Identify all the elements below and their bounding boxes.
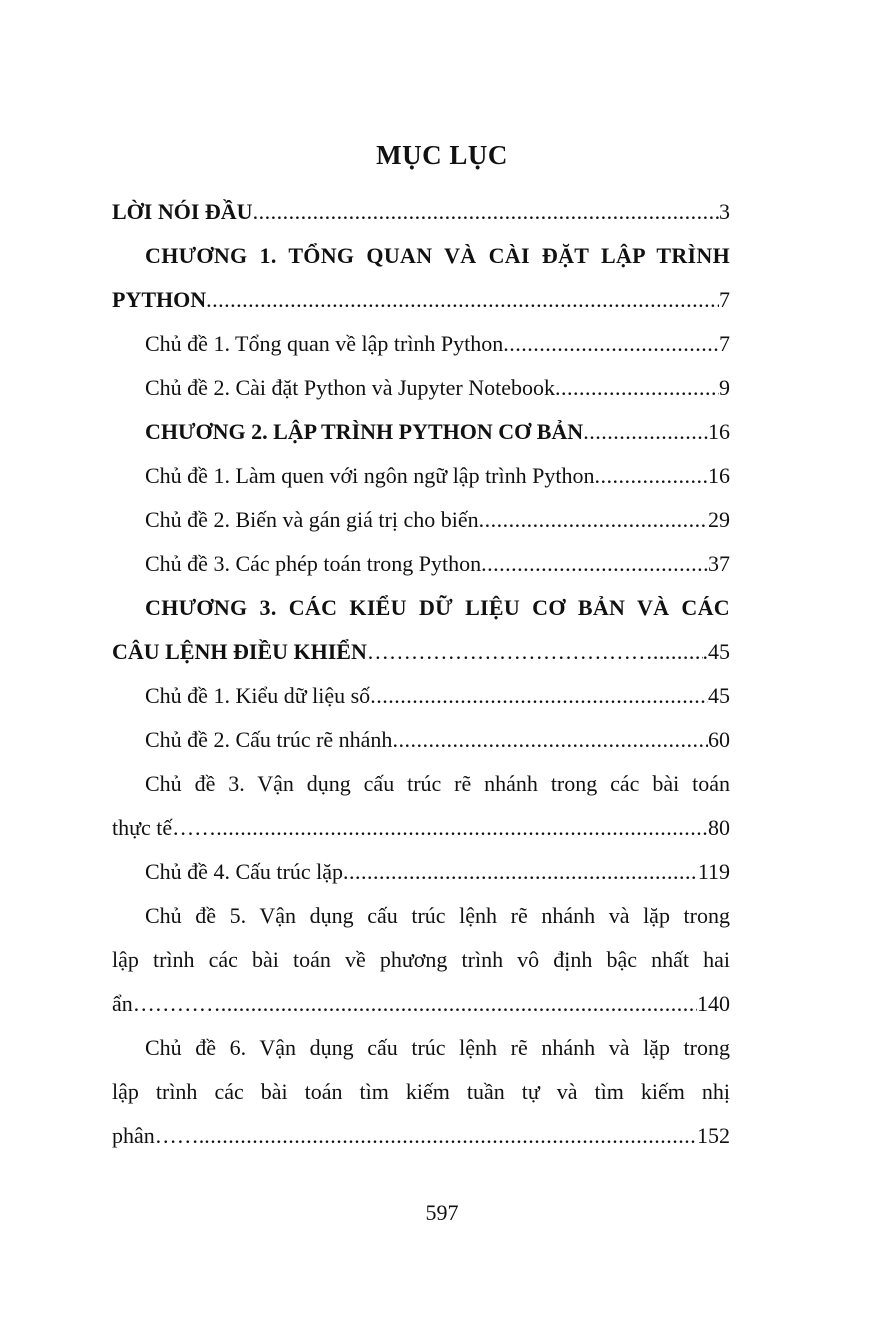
- dot-leader: [503, 322, 719, 366]
- toc-entry-label: CHƯƠNG 2. LẬP TRÌNH PYTHON CƠ BẢN: [145, 419, 584, 444]
- toc-entry-label: Chủ đề 2. Cấu trúc rẽ nhánh: [145, 727, 393, 752]
- dot-leader: [204, 1114, 697, 1158]
- dot-leader: [481, 542, 708, 586]
- toc-entry-page: 16: [708, 463, 730, 488]
- toc-entry-ch1-topic-1: [112, 322, 730, 366]
- dot-leader: [594, 454, 708, 498]
- dot-leader: [216, 806, 708, 850]
- toc-entry-ch3-topic-4: [112, 850, 730, 894]
- toc-entry-label: Chủ đề 1. Làm quen với ngôn ngữ lập trình Python: [145, 463, 595, 488]
- toc-entry-page: 7: [719, 331, 730, 356]
- dot-leader: [583, 410, 708, 454]
- toc-entry-chapter-3: [112, 630, 730, 674]
- dot-leader: [392, 718, 708, 762]
- toc-entry-page: 29: [708, 507, 730, 532]
- toc-entry-ch3-topic-6: [112, 1114, 730, 1158]
- toc-entry-label: PYTHON: [112, 287, 207, 312]
- table-of-contents: [112, 190, 730, 1158]
- toc-entry-label: Chủ đề 1. Tổng quan về lập trình Python: [145, 331, 504, 356]
- toc-entry-page: 45: [708, 683, 730, 708]
- dot-leader: [653, 630, 703, 674]
- toc-entry-ch1-topic-2: [112, 366, 730, 410]
- toc-entry-ellipsis: …………………………………: [366, 639, 653, 664]
- toc-entry-page: 140: [697, 991, 730, 1016]
- toc-entry-chapter-2: [112, 410, 730, 454]
- toc-entry-page: 119: [697, 859, 730, 884]
- toc-entry-label: LỜI NÓI ĐẦU: [112, 199, 253, 224]
- toc-entry-ch3-topic-5: [112, 982, 730, 1026]
- toc-entry-label: Chủ đề 4. Cấu trúc lặp: [145, 859, 343, 884]
- toc-entry-ch2-topic-3: [112, 542, 730, 586]
- dot-leader: [555, 366, 719, 410]
- toc-entry-label: Chủ đề 2. Biến và gán giá trị cho biến: [145, 507, 479, 532]
- toc-entry-page: .45: [702, 639, 730, 664]
- toc-entry-page: 80: [708, 815, 730, 840]
- toc-chapter-3-title: CHƯƠNG 3. CÁC KIỂU DỮ LIỆU CƠ BẢN VÀ CÁC: [145, 595, 730, 620]
- dot-leader: [370, 674, 708, 718]
- dot-leader: [343, 850, 698, 894]
- toc-entry-page: 7: [719, 287, 730, 312]
- toc-entry-preface: [112, 190, 730, 234]
- toc-entry-label: Chủ đề 1. Kiểu dữ liệu số: [145, 683, 371, 708]
- dot-leader: [206, 278, 719, 322]
- toc-entry-ch3-topic-3: [112, 806, 730, 850]
- toc-entry-ch2-topic-2: [112, 498, 730, 542]
- toc-ch3-topic-5-title-cont: lập trình các bài toán về phương trình vô định bậc nhất hai: [112, 947, 730, 972]
- toc-entry-label: CÂU LỆNH ĐIỀU KHIỂN: [112, 639, 367, 664]
- dot-leader: [221, 982, 697, 1026]
- toc-entry-label: ẩn…………: [112, 991, 221, 1016]
- toc-ch3-topic-5-title: Chủ đề 5. Vận dụng cấu trúc lệnh rẽ nhánh và lặp trong: [145, 903, 730, 928]
- toc-entry-page: 3: [719, 199, 730, 224]
- toc-entry-page: 152: [697, 1123, 730, 1148]
- toc-ch3-topic-6-title-cont: lập trình các bài toán tìm kiếm tuần tự và tìm kiếm nhị: [112, 1079, 730, 1104]
- toc-ch3-topic-6-title: Chủ đề 6. Vận dụng cấu trúc lệnh rẽ nhánh và lặp trong: [145, 1035, 730, 1060]
- toc-entry-label: thực tế……: [112, 815, 217, 840]
- toc-chapter-1-title: CHƯƠNG 1. TỔNG QUAN VÀ CÀI ĐẶT LẬP TRÌNH: [145, 243, 730, 268]
- toc-entry-page: 16: [708, 419, 730, 444]
- toc-entry-label: phân…….: [112, 1123, 205, 1148]
- toc-entry-page: 37: [708, 551, 730, 576]
- toc-ch3-topic-3-title: Chủ đề 3. Vận dụng cấu trúc rẽ nhánh trong các bài toán: [145, 771, 730, 796]
- toc-entry-page: 9: [719, 375, 730, 400]
- page-title: MỤC LỤC: [376, 140, 508, 170]
- toc-entry-ch2-topic-1: [112, 454, 730, 498]
- toc-entry-label: Chủ đề 2. Cài đặt Python và Jupyter Notebook: [145, 375, 556, 400]
- page-number: 597: [425, 1200, 459, 1225]
- dot-leader: [479, 498, 708, 542]
- dot-leader: [253, 190, 719, 234]
- toc-entry-chapter-1: [112, 278, 730, 322]
- toc-entry-ch3-topic-2: [112, 718, 730, 762]
- toc-entry-label: Chủ đề 3. Các phép toán trong Python: [145, 551, 482, 576]
- toc-entry-page: 60: [708, 727, 730, 752]
- toc-entry-ch3-topic-1: [112, 674, 730, 718]
